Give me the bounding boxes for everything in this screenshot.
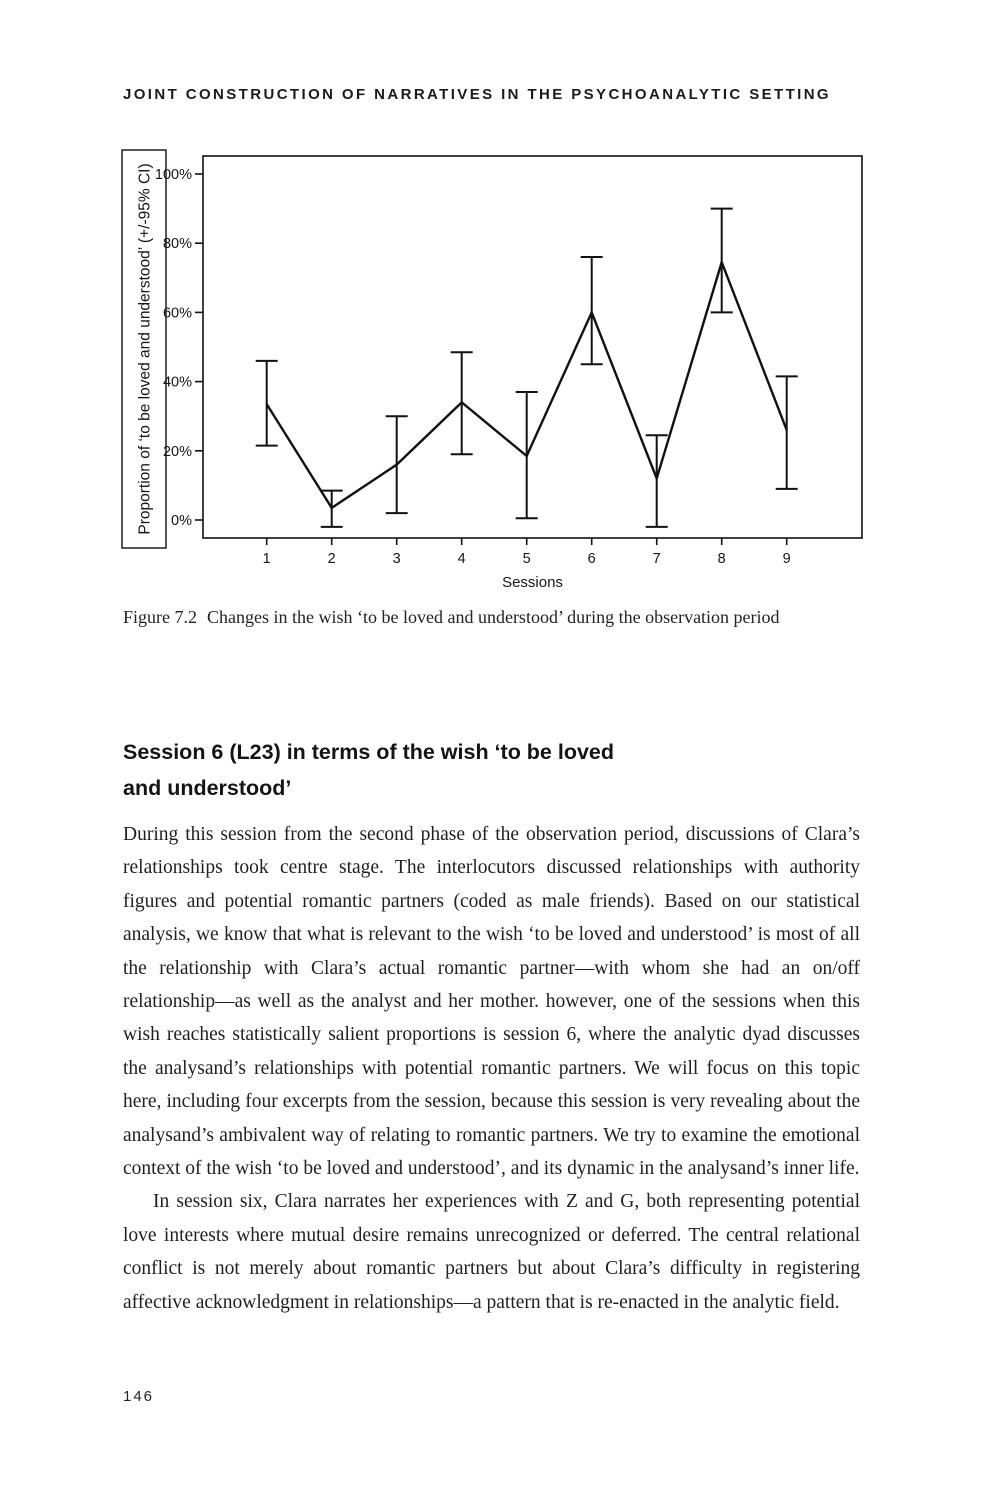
x-axis-tick-label: 6 xyxy=(587,551,596,567)
x-axis-tick-label: 9 xyxy=(782,551,791,567)
body-paragraph-1: During this session from the second phase of the observation period, discussions of Clara’s relationships took centre stage. The interlocutors discussed relationships with authority figures and potential romantic partners (coded as male friends). Based on our statistical analysis, we know that what is relevant to the wish ‘to be loved and understood’ is most of all the relationship with Clara’s actual romantic partner—with whom she had an on/off relationship—as well as the analyst and her mother. however, one of the sessions when this wish reaches statistically salient proportions is session 6, where the analytic dyad discusses the analysand’s relationships with potential romantic partners. We will focus on this topic here, including four excerpts from the session, because this session is very revealing about the analysand’s ambivalent way of relating to romantic partners. We try to examine the emotional context of the wish ‘to be loved and understood’, and its dynamic in the analysand’s inner life. xyxy=(123,824,860,1180)
running-head: JOINT CONSTRUCTION OF NARRATIVES IN THE PSYCHOANALYTIC SETTING xyxy=(123,86,831,103)
x-axis-title: Sessions xyxy=(502,574,563,591)
y-axis-tick-label: 80% xyxy=(162,236,192,253)
x-axis-tick-label: 7 xyxy=(652,551,661,567)
x-axis-tick-label: 3 xyxy=(392,551,401,567)
page-number: 146 xyxy=(123,1388,155,1405)
section-heading-line-1: Session 6 (L23) in terms of the wish ‘to be loved xyxy=(123,740,615,764)
section-heading xyxy=(123,734,614,806)
y-axis-tick-label: 60% xyxy=(162,305,192,322)
chart-svg xyxy=(120,140,868,596)
figure-caption-label: Figure 7.2 xyxy=(123,607,197,627)
y-axis-tick-label: 100% xyxy=(154,167,192,183)
figure-caption xyxy=(123,604,860,631)
x-axis-tick-label: 5 xyxy=(522,551,531,567)
body-paragraph-2: In session six, Clara narrates her experiences with Z and G, both representing potential love interests where mutual desire remains unrecognized or deferred. The central relational conflict is not merely about romantic partners but about Clara’s difficulty in registering affective acknowledgment in relationships—a pattern that is re-enacted in the analytic field. xyxy=(123,1191,860,1313)
x-axis-tick-label: 1 xyxy=(262,551,271,567)
y-axis-title: Proportion of ‘to be loved and understood’ (+/-95% CI) xyxy=(136,163,154,535)
y-axis-tick-label: 20% xyxy=(162,443,192,460)
figure-caption-text: Changes in the wish ‘to be loved and understood’ during the observation period xyxy=(207,607,780,627)
figure-7-2 xyxy=(120,140,868,596)
plot-border xyxy=(203,156,862,538)
x-axis-tick-label: 4 xyxy=(457,551,466,567)
x-axis-tick-label: 8 xyxy=(717,551,726,567)
body-text xyxy=(123,818,860,1319)
x-axis-tick-label: 2 xyxy=(327,551,336,567)
y-axis-tick-label: 0% xyxy=(171,513,192,529)
section-heading-line-2: and understood’ xyxy=(123,776,292,800)
y-axis-tick-label: 40% xyxy=(162,374,192,391)
